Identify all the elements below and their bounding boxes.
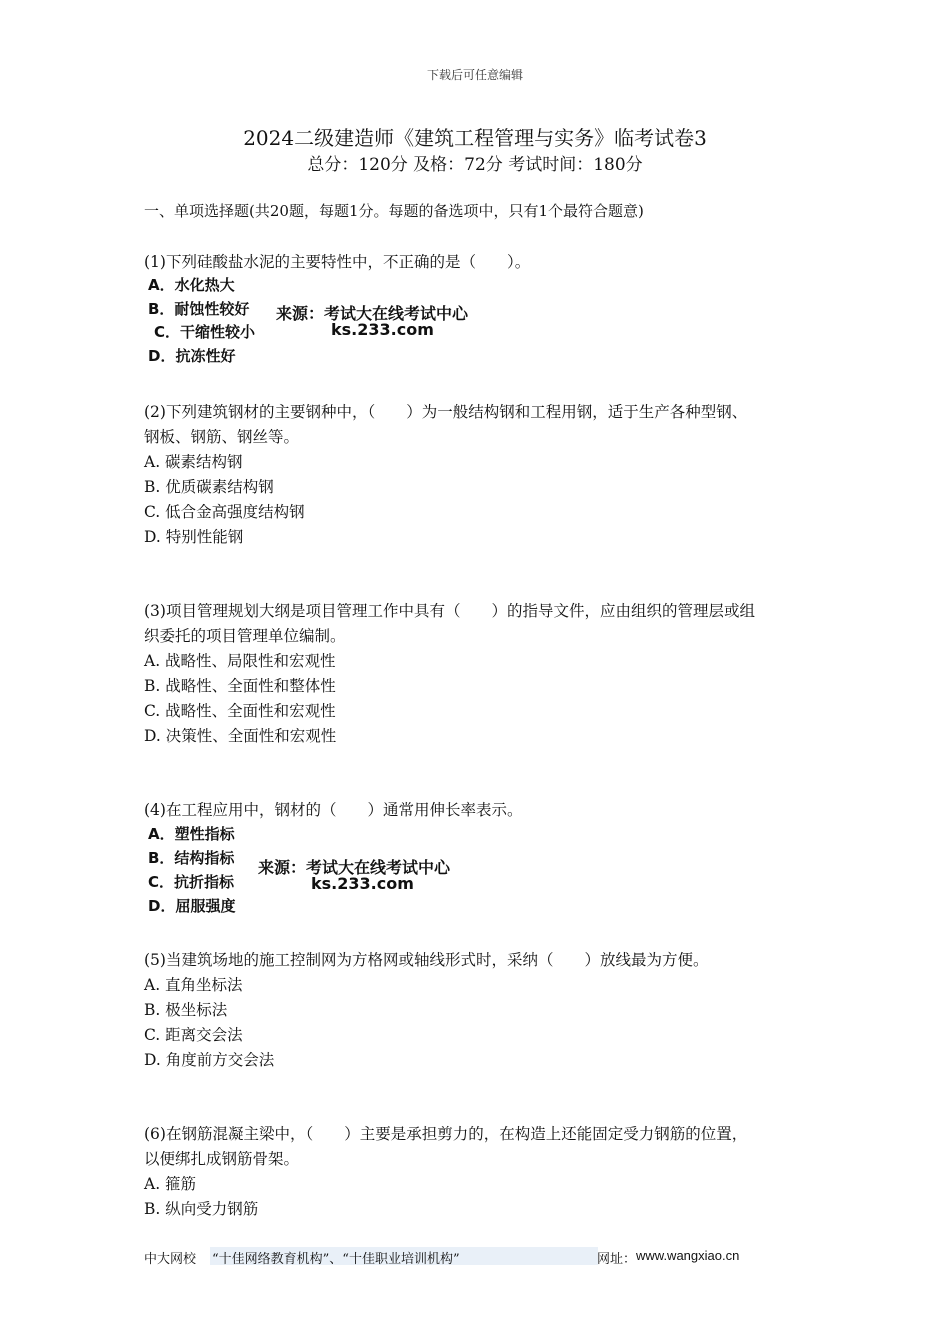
section-heading: 一、单项选择题(共20题，每题1分。每题的备选项中，只有1个最符合题意) (144, 202, 644, 220)
question-1-source-url: ks.233.com (331, 320, 434, 339)
question-3-option-b: B. 战略性、全面性和整体性 (144, 677, 336, 695)
question-1-option-d: D．抗冻性好 (148, 347, 236, 365)
question-4-source: 来源：考试大在线考试中心 (258, 858, 451, 877)
question-4-source-url: ks.233.com (311, 874, 414, 893)
question-2-option-d: D. 特别性能钢 (144, 528, 244, 546)
exam-info: 总分：120分 及格：72分 考试时间：180分 (307, 155, 643, 175)
question-3-option-a: A. 战略性、局限性和宏观性 (144, 652, 336, 670)
question-2-stem-line1: (2)下列建筑钢材的主要钢种中，（ ）为一般结构钢和工程用钢，适于生产各种型钢、 (144, 403, 748, 421)
question-2-option-b: B. 优质碳素结构钢 (144, 478, 274, 496)
question-5-option-d: D. 角度前方交会法 (144, 1051, 275, 1069)
header-note: 下载后可任意编辑 (426, 68, 523, 82)
question-3-option-d: D. 决策性、全面性和宏观性 (144, 727, 337, 745)
question-4-option-d: D．屈服强度 (148, 897, 236, 915)
question-1-option-b: B．耐蚀性较好 (148, 300, 250, 318)
question-6-option-b: B. 纵向受力钢筋 (144, 1200, 259, 1218)
question-2-option-c: C. 低合金高强度结构钢 (144, 503, 305, 521)
question-5-option-b: B. 极坐标法 (144, 1001, 228, 1019)
question-5-option-c: C. 距离交会法 (144, 1026, 243, 1044)
question-5-option-a: A. 直角坐标法 (144, 976, 243, 994)
question-4-option-b: B．结构指标 (148, 849, 235, 867)
question-3-stem-line2: 织委托的项目管理单位编制。 (144, 627, 346, 645)
footer-url-label: 网址： (597, 1252, 637, 1267)
question-6-stem-line2: 以便绑扎成钢筋骨架。 (144, 1150, 300, 1168)
question-1-stem: (1)下列硅酸盐水泥的主要特性中，不正确的是（ ）。 (144, 253, 531, 271)
question-1-source: 来源：考试大在线考试中心 (276, 304, 469, 323)
question-1-option-c: C．干缩性较小 (154, 323, 256, 341)
question-4-stem: (4)在工程应用中，钢材的（ ）通常用伸长率表示。 (144, 801, 523, 819)
question-4-option-c: C．抗折指标 (148, 873, 235, 891)
question-3-option-c: C. 战略性、全面性和宏观性 (144, 702, 336, 720)
footer-url-link[interactable]: www.wangxiao.cn (636, 1248, 740, 1263)
question-6-stem-line1: (6)在钢筋混凝主梁中，（ ）主要是承担剪力的，在构造上还能固定受力钢筋的位置， (144, 1125, 748, 1143)
footer-school: 中大网校 (144, 1252, 197, 1267)
footer-slogan: “十佳网络教育机构”、“十佳职业培训机构” (212, 1252, 460, 1267)
page-title: 2024二级建造师《建筑工程管理与实务》临考试卷3 (243, 126, 707, 150)
question-1-option-a: A．水化热大 (148, 276, 235, 294)
question-6-option-a: A. 箍筋 (144, 1175, 197, 1193)
question-5-stem: (5)当建筑场地的施工控制网为方格网或轴线形式时，采纳（ ）放线最为方便。 (144, 951, 709, 969)
question-2-option-a: A. 碳素结构钢 (144, 453, 243, 471)
question-3-stem-line1: (3)项目管理规划大纲是项目管理工作中具有（ ）的指导文件，应由组织的管理层或组 (144, 602, 755, 620)
question-2-stem-line2: 钢板、钢筋、钢丝等。 (144, 428, 300, 446)
question-4-option-a: A．塑性指标 (148, 825, 235, 843)
